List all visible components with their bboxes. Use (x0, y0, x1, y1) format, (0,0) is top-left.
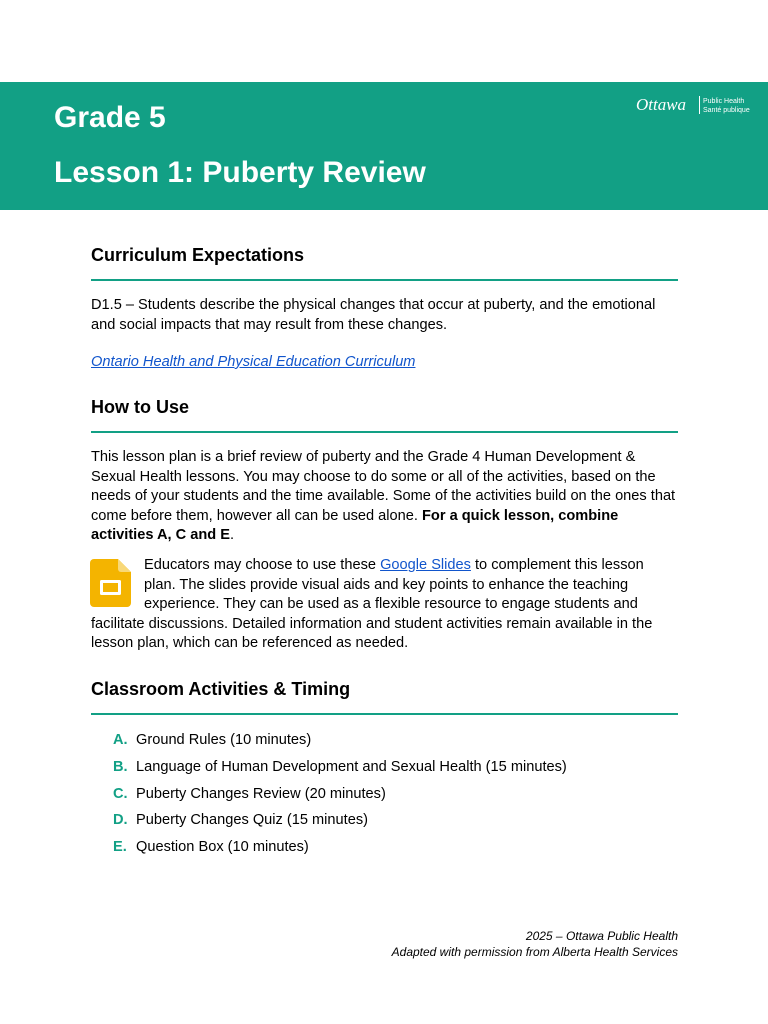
activities-heading: Classroom Activities & Timing (91, 678, 678, 715)
activity-text: Puberty Changes Review (20 minutes) (136, 785, 386, 802)
logo-wordmark: Ottawa (636, 95, 687, 114)
how-to-use-body: This lesson plan is a brief review of puberty and the Grade 4 Human Development & Sexual Health lessons. You may choose to do some or all of the activities, based on the needs of your students and the time available. Some of the activities build on the ones that come before them, however all can be used alone. (91, 449, 676, 524)
lesson-title: Lesson 1: Puberty Review (54, 156, 426, 189)
slides-paragraph (91, 556, 678, 654)
how-to-use-text (91, 448, 678, 546)
activity-letter: A. (113, 732, 128, 748)
quick-lesson-period: . (229, 527, 235, 543)
footer-copyright: 2025 – Ottawa Public Health (525, 929, 678, 943)
curriculum-heading: Curriculum Expectations (91, 244, 678, 281)
curriculum-link-line (91, 353, 678, 373)
activity-item-b (91, 758, 678, 785)
activity-text: Question Box (10 minutes) (136, 839, 309, 856)
grade-title: Grade 5 (54, 101, 166, 134)
activity-letter: E. (113, 839, 127, 856)
quick-lesson-note: For a quick lesson, combine activities A, C and E (91, 507, 619, 543)
slides-icon-spacer (91, 556, 144, 612)
slides-text-after: to complement this lesson plan. The slides provide visual aids and key points to enhance the teaching experience. They can be used as a flexible resource to engage students and facilitate discussions. Detailed information and student activities remain available in the lesson plan, which can be referenced as needed. (91, 557, 653, 651)
activity-text: Puberty Changes Quiz (15 minutes) (136, 812, 368, 829)
activity-letter: D. (113, 812, 128, 829)
activity-list (91, 731, 678, 865)
curriculum-link[interactable]: Ontario Health and Physical Education Curriculum (91, 354, 416, 370)
activity-item-d (91, 811, 678, 838)
google-slides-link[interactable]: Google Slides (380, 557, 471, 573)
logo-tag-french: Santé publique (703, 107, 750, 114)
activity-item-e (91, 838, 678, 865)
how-to-use-heading: How to Use (91, 396, 678, 433)
footer-attribution: Adapted with permission from Alberta Health Services (391, 945, 678, 959)
activity-item-c (91, 785, 678, 812)
logo-divider (699, 96, 700, 114)
header-banner (0, 82, 768, 210)
activity-letter: C. (113, 785, 128, 802)
activity-text: Ground Rules (10 minutes) (136, 732, 312, 748)
curriculum-text: D1.5 – Students describe the physical changes that occur at puberty, and the emotional and social impacts that may result from these changes. (91, 297, 656, 333)
activity-letter: B. (113, 758, 128, 775)
ottawa-public-health-logo (636, 92, 760, 118)
logo-tag-english: Public Health (703, 98, 745, 105)
activity-item-a (91, 731, 678, 758)
activity-text: Language of Human Development and Sexual Health (15 minutes) (136, 758, 567, 775)
slides-text-before: Educators may choose to use these (144, 557, 381, 573)
